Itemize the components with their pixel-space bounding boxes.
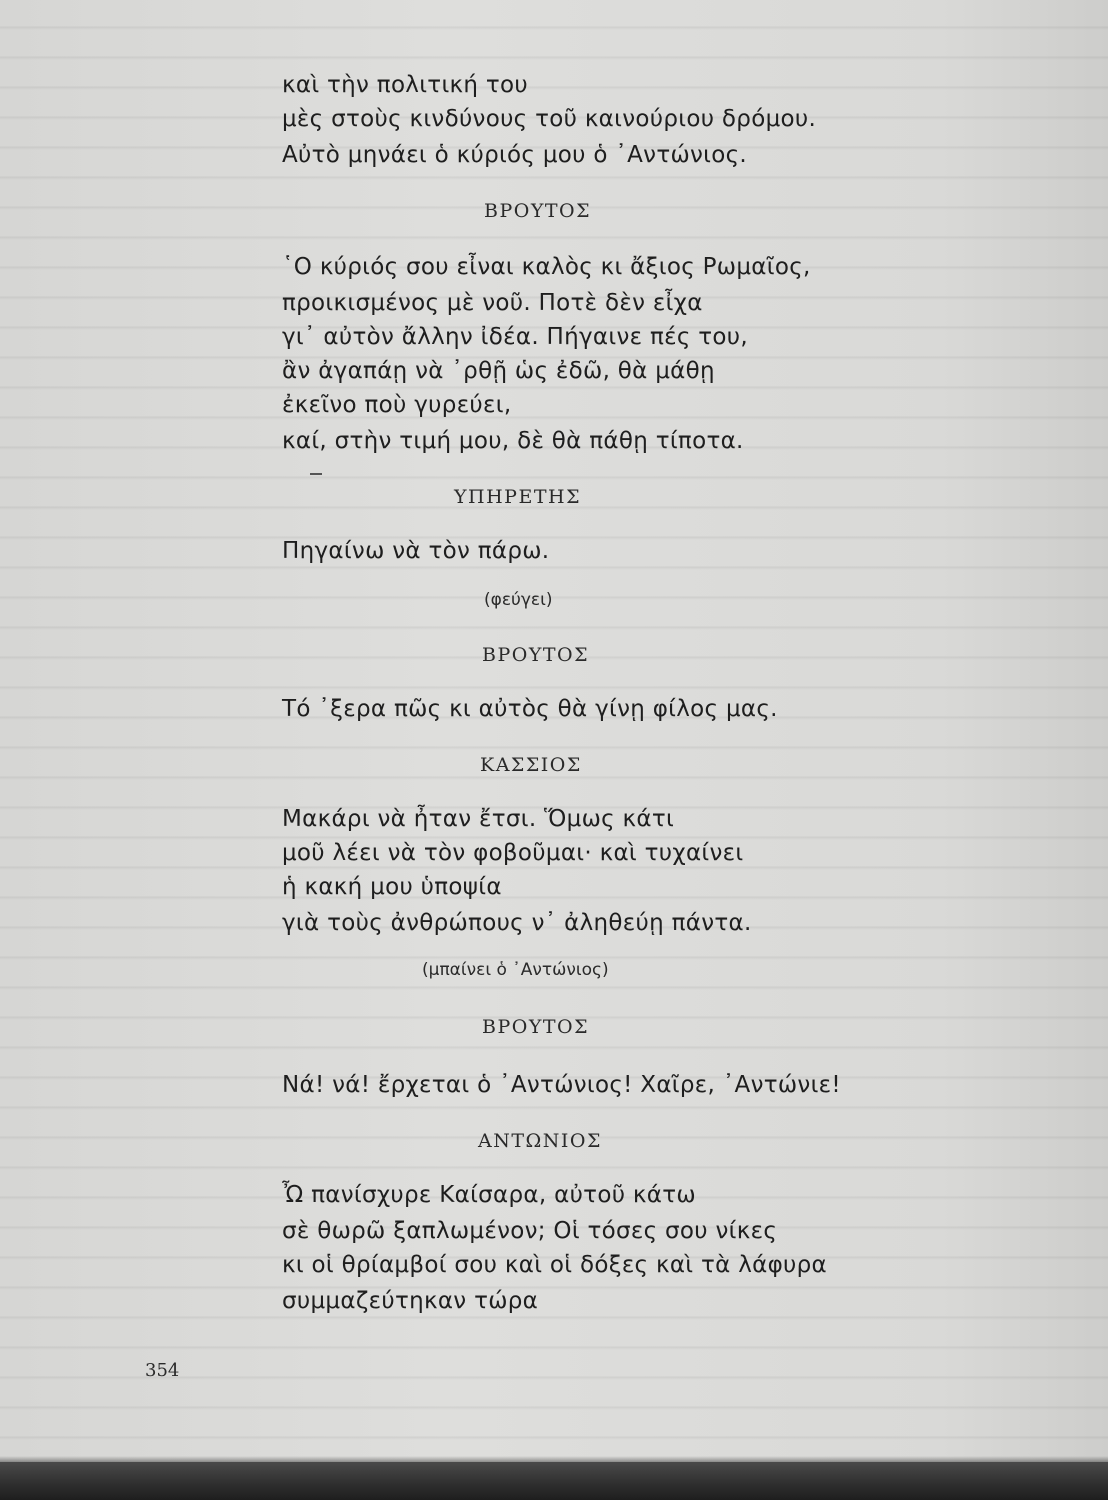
verse-line: Τό ᾿ξερα πῶς κι αὐτὸς θὰ γίνῃ φίλος μας.: [282, 696, 778, 722]
page-number: 354: [145, 1360, 180, 1381]
speaker-name: ΒΡΟΥΤΟΣ: [482, 1016, 590, 1038]
verse-line: μοῦ λέει νὰ τὸν φοβοῦμαι· καὶ τυχαίνει: [282, 840, 744, 866]
verse-line: σὲ θωρῶ ξαπλωμένον; Οἱ τόσες σου νίκες: [282, 1218, 778, 1244]
verse-line: προικισμένος μὲ νοῦ. Ποτὲ δὲν εἶχα: [282, 290, 703, 316]
verse-line: συμμαζεύτηκαν τώρα: [282, 1288, 539, 1314]
verse-line: γι᾿ αὐτὸν ἄλλην ἰδέα. Πήγαινε πές του,: [282, 324, 748, 350]
verse-line: ἡ κακή μου ὑποψία: [282, 874, 502, 900]
verse-line: ἂν ἀγαπάῃ νὰ ᾿ρθῇ ὡς ἐδῶ, θὰ μάθῃ: [282, 358, 715, 384]
speaker-name: ΑΝΤΩΝΙΟΣ: [478, 1130, 602, 1152]
verse-line: κι οἱ θρίαμβοί σου καὶ οἱ δόξες καὶ τὰ λάφυρα: [282, 1252, 828, 1278]
verse-line: Αὐτὸ μηνάει ὁ κύριός μου ὁ ᾿Αντώνιος.: [282, 142, 748, 168]
speaker-name: ΥΠΗΡΕΤΗΣ: [454, 486, 582, 508]
verse-line: μὲς στοὺς κινδύνους τοῦ καινούριου δρόμου.: [282, 106, 817, 132]
stage-direction: (μπαίνει ὁ ᾿Αντώνιος): [422, 960, 609, 980]
speaker-name: ΒΡΟΥΤΟΣ: [482, 644, 590, 666]
verse-line: ἐκεῖνο ποὺ γυρεύει,: [282, 392, 512, 418]
verse-line: Μακάρι νὰ ἦταν ἔτσι. Ὅμως κάτι: [282, 806, 675, 832]
stage-direction: (φεύγει): [484, 590, 553, 610]
verse-line: Ὦ πανίσχυρε Καίσαρα, αὐτοῦ κάτω: [282, 1182, 696, 1208]
verse-line: Νά! νά! ἔρχεται ὁ ᾿Αντώνιος! Χαῖρε, ᾿Αντώνιε!: [282, 1072, 841, 1098]
verse-line: Πηγαίνω νὰ τὸν πάρω.: [282, 538, 550, 564]
speaker-name: ΚΑΣΣΙΟΣ: [480, 754, 582, 776]
verse-line: γιὰ τοὺς ἀνθρώπους ν᾿ ἀληθεύῃ πάντα.: [282, 910, 752, 936]
scan-bottom-edge: [0, 1462, 1108, 1500]
verse-line: καί, στὴν τιμή μου, δὲ θὰ πάθῃ τίποτα.: [282, 428, 744, 454]
speaker-name: ΒΡΟΥΤΟΣ: [484, 200, 592, 222]
verse-line: ῾Ο κύριός σου εἶναι καλὸς κι ἄξιος Ρωμαῖος,: [282, 254, 811, 280]
verse-line: καὶ τὴν πολιτική του: [282, 72, 529, 98]
stray-mark: [310, 473, 322, 475]
